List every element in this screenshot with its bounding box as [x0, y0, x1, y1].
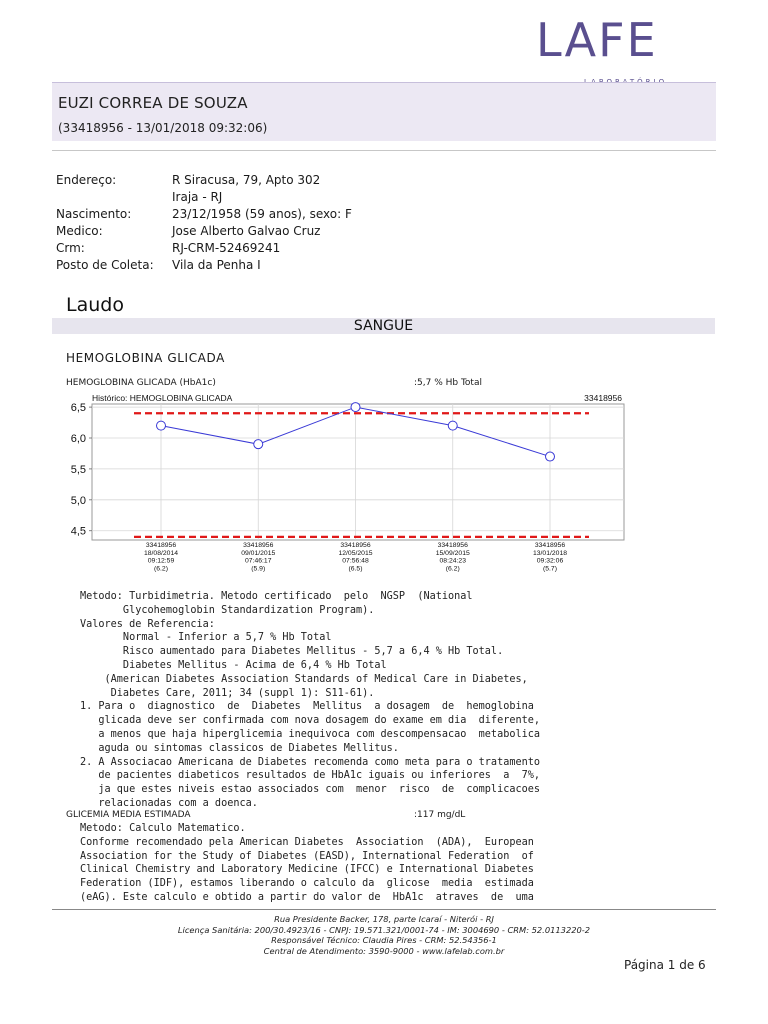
logo-wordmark: LAFE — [536, 13, 658, 67]
footer-license: Licença Sanitária: 200/30.4923/16 - CNPJ: 19.571.321/0001-74 - IM: 3004690 - CRM: 52.0113220-2 — [177, 924, 591, 935]
result-value: :5,7 % Hb Total — [414, 378, 482, 388]
method-notes: Metodo: Turbidimetria. Metodo certificado pelo NGSP (National Glycohemoglobin Standardization Program). Valores de Referencia: Normal - Inferior a 5,7 % Hb Total Risco aumentado para Diabetes Mellitus - 5,7 a 6,4 % Hb Total. Diabetes Mellitus - Acima de 6,4 % Hb Total (American Diabetes Association Standards of Medical Care in Diabetes, Diabetes Care, 2011; 34 (suppl 1): S11-61). 1. Para o diagnostico de Diabetes Mellitus a dosagem de hemoglobina glicada deve ser confirmada com nova dosagem do exame em dia diferente, a menos que haja hiperglicemia inequivoca com descompensacao metabolica aguda ou sintomas classicos de Diabetes Mellitus. 2. A Associacao Americana de Diabetes recomenda como meta para o tratamento de pacientes diabeticos resultados de HbA1c iguais ou inferiores a 7%, ja que estes niveis estao associados com menor risco de complicacoes relacionadas com a doenca. — [80, 591, 541, 809]
x-tick-label: (6.5) — [348, 565, 363, 573]
x-tick-label: 08:24:23 — [439, 557, 466, 565]
x-tick-label: 15/09/2015 — [435, 549, 470, 557]
x-tick-label: 33418956 — [437, 542, 468, 549]
info-value: R Siracusa, 79, Apto 302 — [172, 173, 321, 187]
info-value: Iraja - RJ — [172, 190, 223, 204]
info-label: Crm: — [56, 241, 85, 255]
info-value: Vila da Penha I — [172, 258, 261, 272]
footer-address: Rua Presidente Backer, 178, parte Icaraí - Niterói - RJ — [274, 914, 494, 924]
patient-name: EUZI CORREA DE SOUZA — [58, 94, 248, 112]
plot-frame — [92, 404, 624, 540]
x-tick-label: 09:12:59 — [147, 557, 175, 565]
section-bar — [52, 318, 715, 334]
x-tick-label: 09:32:06 — [536, 557, 564, 565]
data-point — [448, 421, 457, 430]
x-tick-label: 33418956 — [340, 542, 371, 549]
x-tick-label: 18/08/2014 — [143, 549, 179, 557]
report-title: Laudo — [66, 294, 124, 316]
info-label: Posto de Coleta: — [56, 258, 154, 272]
info-value: RJ-CRM-52469241 — [172, 241, 281, 255]
x-tick-label: 12/05/2015 — [338, 549, 373, 557]
section-title: SANGUE — [353, 318, 414, 334]
y-tick-label: 6,0 — [70, 433, 86, 445]
glicemia-notes: Metodo: Calculo Matematico. Conforme recomendado pela American Diabetes Association (ADA), European Association for the Study of Diabetes (EASD), International Federation of Clinical Chemistry and Laboratory Medicine (IFCC) e International Diabetes Federation (IDF), estamos liberando o calculo da glicose media estimada (eAG). Este calculo e obtido a partir do valor de HbA1c atraves de uma — [80, 823, 534, 903]
result-label: HEMOGLOBINA GLICADA (HbA1c) — [66, 378, 216, 388]
lafe-logo — [536, 13, 658, 70]
page-number: Página 1 de 6 — [624, 958, 706, 972]
x-tick-label: (5.7) — [543, 565, 557, 573]
x-tick-label: 09/01/2015 — [241, 549, 276, 557]
y-tick-label: 5,5 — [70, 463, 86, 476]
x-tick-label: 13/01/2018 — [532, 549, 568, 557]
x-tick-label: 33418956 — [534, 542, 566, 549]
patient-header — [52, 82, 716, 141]
info-value: Jose Alberto Galvao Cruz — [172, 224, 321, 238]
x-tick-label: 33418956 — [145, 542, 177, 549]
data-point — [546, 452, 555, 461]
data-point — [351, 403, 360, 412]
glicemia-label: GLICEMIA MEDIA ESTIMADA — [66, 810, 191, 820]
x-tick-label: 07:46:17 — [245, 557, 272, 565]
footer-technician: Responsável Técnico: Claudia Pires - CRM: 52.54356-1 — [271, 935, 497, 946]
x-tick-label: (5.9) — [251, 565, 266, 573]
info-label: Medico: — [56, 224, 103, 238]
patient-request-id: (33418956 - 13/01/2018 09:32:06) — [58, 121, 268, 135]
footer — [52, 914, 716, 956]
chart-title: Histórico: HEMOGLOBINA GLICADA — [92, 393, 233, 403]
info-value: 23/12/1958 (59 anos), sexo: F — [172, 207, 352, 221]
x-tick-label: 07:56:48 — [342, 557, 369, 565]
info-label: Nascimento: — [56, 207, 132, 221]
glicemia-value: :117 mg/dL — [414, 810, 466, 820]
chart-id-label: 33418956 — [584, 393, 622, 403]
info-label: Endereço: — [56, 173, 117, 187]
x-tick-label: 33418956 — [243, 542, 274, 549]
x-tick-label: (6.2) — [445, 565, 460, 573]
y-tick-label: 5,0 — [70, 494, 86, 507]
data-point — [254, 440, 263, 449]
y-tick-label: 6,5 — [70, 402, 86, 415]
y-tick-label: 4,5 — [70, 525, 86, 538]
footer-contact: Central de Atendimento: 3590-9000 - www.lafelab.com.br — [263, 945, 505, 956]
hba1c-history-chart — [62, 390, 632, 585]
x-tick-label: (6.2) — [154, 565, 168, 573]
footer-divider — [52, 909, 716, 910]
exam-title: HEMOGLOBINA GLICADA — [66, 351, 225, 365]
data-point — [157, 421, 166, 430]
header-divider — [52, 150, 716, 151]
